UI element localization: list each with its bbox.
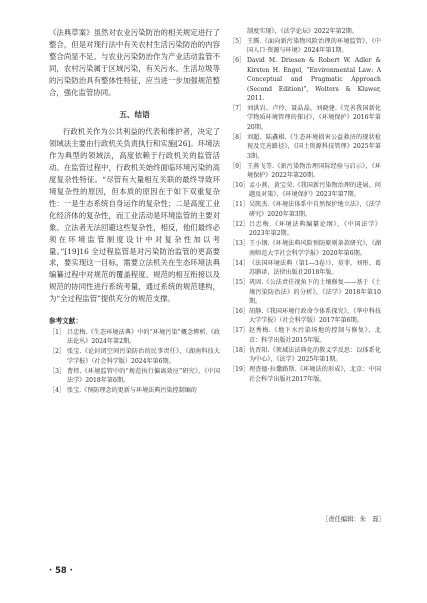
reference-number: ［15］ — [229, 279, 249, 287]
right-column — [229, 27, 381, 385]
reference-item — [229, 181, 381, 200]
reference-text: 胡静.《我国环境行政命令体系探究》，《华中科技大学学报》（社会科学版）2017年第6期。 — [248, 307, 381, 325]
reference-number: ［13］ — [229, 240, 249, 248]
reference-text: 吕忠梅.《生态环境法典》中的“环境污染”概念辨析.《政法论丛》2024年第2期。 — [67, 329, 220, 346]
page-number: · 58 · — [49, 565, 73, 575]
reference-item — [229, 278, 381, 306]
reference-item — [229, 37, 381, 56]
reference-number: ［6］ — [229, 57, 246, 65]
reference-item — [49, 328, 220, 347]
reference-item — [229, 346, 381, 365]
reference-item — [229, 162, 381, 181]
reference-number: ［5］ — [229, 38, 246, 45]
editor-note: ［责任编辑：朱 磊］ — [322, 516, 385, 523]
reference-text: 王小钢.《环境法典风险预防原则条款研究》，《湖南师范大学社会科学学报》2020年第6期。 — [248, 240, 381, 257]
reference-text: 刘洪岩、卢玲、聂晶晶、刘晓建.《完善我国新化学物质环境管理的探讨》，《环境保护》2016年第20期。 — [247, 105, 381, 131]
reference-item — [49, 347, 220, 366]
reference-item — [229, 104, 381, 132]
reference-item — [229, 326, 381, 345]
section-heading: 五、结语 — [119, 110, 150, 120]
reference-item — [229, 365, 381, 384]
reference-text: 理查德·拉撒路斯.《环境法的形成》，北京：中国社会科学出版社2017年版。 — [248, 366, 381, 383]
reference-text: 《法国环境法典（第1—3卷）》，莫菲、刘彤、葛苏聃译，法律出版社2018年版。 — [248, 259, 381, 277]
reference-number: ［19］ — [229, 366, 249, 374]
reference-item — [49, 386, 220, 395]
reference-item — [229, 239, 381, 258]
reference-item — [49, 367, 220, 386]
reference-item — [229, 307, 381, 326]
left-column — [49, 27, 220, 396]
reference-text: 孟小燕、黄宝荣.《我国新污染物治理的进展、问题及对策》，《环境保护》2023年第7期。 — [248, 182, 381, 199]
reference-item — [229, 220, 381, 239]
reference-text: 巩固.《公法责任视角下的土壤修复——基于《土壤污染防治法》的分析》，《法学》2018年第10期。 — [248, 279, 381, 305]
reference-text: 赵秀梅.《地下水污染场地的控制与修复》，北京：科学出版社2015年版。 — [248, 327, 381, 344]
reference-number: ［12］ — [229, 220, 249, 228]
reference-text: 吴凯杰.《环境法体系中自然保护地立法》，《法学研究》2020年第3期。 — [248, 201, 381, 218]
reference-item — [229, 200, 381, 219]
reference-number: ［16］ — [229, 307, 249, 315]
reference-number: ［1］ — [49, 329, 66, 337]
reference-number: ［18］ — [229, 346, 249, 354]
reference-number: ［9］ — [229, 162, 246, 170]
reference-number: ［14］ — [229, 259, 249, 267]
reference-number: ［4］ — [49, 387, 66, 395]
reference-text: 吕忠梅.《环境法典编纂论纲》，《中国法学》2023年第2期。 — [248, 220, 381, 238]
intro-paragraph: 《法典草案》虽然对农业污染防治的相关规定进行了整合，但是对现行法中有关农村生活污染防治的内容整合尚显不足。与农业污染防治作为产业活动监管不同，农村污染属于区域污染，有关污水、生活垃圾等的污染防治具有整体性特征，应当进一步加强规范整合，强化监管协同。 — [49, 28, 220, 97]
reference-number: ［10］ — [229, 182, 249, 190]
reference-text: 仇晋阳.《领域法法典化的教义学反思：以体系化为中心》，《法学》2025年第1期。 — [248, 346, 381, 364]
reference-item — [229, 56, 381, 103]
reference-text: David M. Driesen & Robert W. Adler & Kirsten H. Engel, “Environmental Law: A Conceptual and Pragmatic Approach (Second Edition)”, Wolters & Kluwer, 2011. — [247, 57, 381, 103]
reference-number: ［11］ — [229, 201, 249, 209]
references-heading: 参考文献： — [49, 317, 82, 326]
reference-text: 刘超、陆鑫棋.《生态环境损害公益救济的现状检视及完善路径》，《国土资源科技管理》2025年第3期。 — [247, 133, 381, 160]
reference-text: 曹炜.《环境监管中的“规范执行偏离效应”研究》，《中国法学》2018年第6期。 — [67, 367, 220, 385]
reference-text: 王燕飞等.《新污染物治理国际经验与启示》，《环境保护》2022年第20期。 — [247, 162, 381, 180]
reference-text: 张宝.《论封闭空间污染防治的民事责任》，《湖南科技大学学报》（社会科学版）2024年第6期。 — [67, 348, 220, 365]
reference-number: ［17］ — [229, 327, 249, 335]
left-reference-list — [49, 328, 220, 396]
reference-text: 王腾.《面向新污染物风险治理的环境监管》，《中国人口·资源与环境》2024年第1期。 — [247, 38, 381, 55]
reference-continuation: 制度实现》，《法学论坛》2022年第2期。 — [247, 28, 358, 35]
reference-item — [229, 133, 381, 161]
conclusion-paragraph: 行政机关作为公共利益的代表和维护者，决定了领域法主要由行政机关负责执行和实施[26]。环境法作为典型的领域法，高度依赖于行政机关的监管活动。在监管过程中，行政机关始终面临环境污染的高度复杂性特征。“尽管有大量相互关联的最终导致环境复杂性的原因，但本质的原因在于如下双重复杂性：一是生态系统自身运作的复杂性；二是高度工业化经济体的复杂性，而工业活动是环境监管的主要对象。立法者无法回避这些复杂性，相反，他们最终必须在环境监管制度设计中对复杂性加以考量。”[19]16 全过程监管是对污染防治监管的更高要求，要实现这一目标，需要立法机关在生态环境法典编纂过程中对规范的覆盖程度、规范的相互衔接以及规范的协同性进行系统考量，通过系统的规范建构，为“全过程监管”提供充分的规范支撑。 — [49, 127, 220, 304]
reference-number: ［8］ — [229, 133, 246, 141]
reference-number: ［7］ — [229, 105, 246, 113]
reference-text: 张宝.《预防理念的更新与环境法典污染控制编的 — [67, 387, 197, 395]
reference-number: ［3］ — [49, 367, 66, 375]
reference-item — [229, 259, 381, 278]
reference-number: ［2］ — [49, 348, 66, 356]
